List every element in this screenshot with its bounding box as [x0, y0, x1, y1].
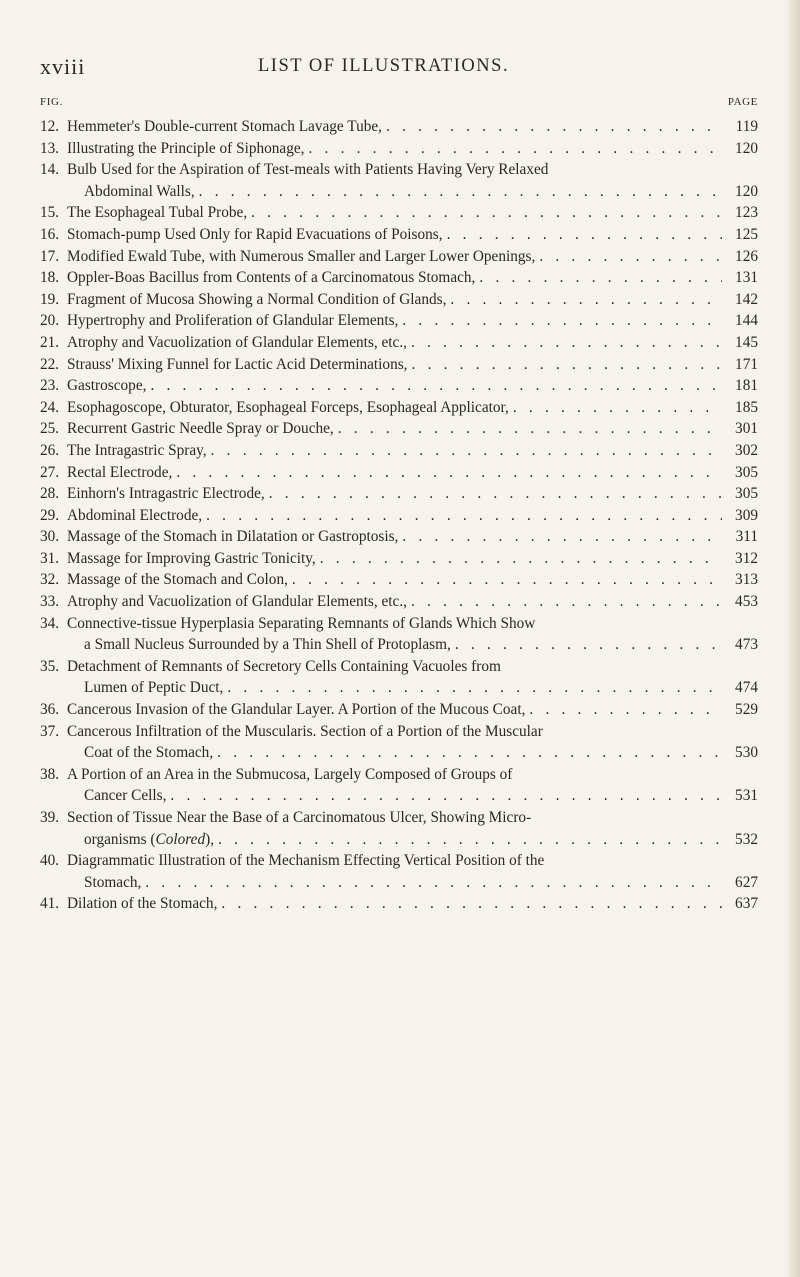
figure-number: 40.	[40, 852, 60, 870]
dot-leader	[407, 332, 722, 354]
figure-caption-line: Strauss' Mixing Funnel for Lactic Acid Determinations,	[67, 355, 408, 373]
figure-number: 22.	[40, 355, 60, 373]
figure-caption-line: Illustrating the Principle of Siphonage,	[67, 139, 305, 157]
figure-caption-line: Hemmeter's Double-current Stomach Lavage Tube,	[67, 118, 382, 135]
figure-number: 28.	[40, 485, 60, 503]
page-number: 302	[735, 441, 758, 459]
figure-caption-line: Cancerous Invasion of the Glandular Layer. A Portion of the Mucous Coat,	[67, 701, 526, 719]
page-number: 120	[735, 139, 758, 157]
figure-caption-line: Massage for Improving Gastric Tonicity,	[67, 549, 316, 567]
figure-caption-line: Atrophy and Vacuolization of Glandular Elements, etc.,	[67, 593, 407, 611]
list-item	[40, 764, 758, 807]
list-item	[40, 548, 758, 570]
list-item	[40, 462, 758, 484]
figure-caption-line: organisms (Colored),	[84, 830, 215, 848]
page-number: 532	[735, 830, 758, 848]
figure-number: 41.	[40, 895, 60, 913]
page-number: 142	[735, 290, 758, 308]
dot-leader	[398, 526, 722, 548]
dot-leader	[195, 181, 722, 203]
page-number: 126	[735, 247, 758, 265]
figure-number: 35.	[40, 657, 60, 675]
page-number: 313	[735, 571, 758, 589]
list-item	[40, 850, 758, 893]
page-number: 185	[735, 398, 758, 416]
list-item	[40, 440, 758, 462]
dot-leader	[265, 483, 722, 505]
list-item	[40, 483, 758, 505]
figure-caption-line: Connective-tissue Hyperplasia Separating Remnants of Glands Which Show	[67, 614, 536, 632]
page-column-heading: PAGE	[727, 96, 758, 108]
list-item	[40, 289, 758, 311]
illustration-list	[40, 116, 758, 915]
dot-leader	[475, 267, 722, 289]
page-number: 473	[735, 636, 758, 654]
figure-caption-line: Hypertrophy and Proliferation of Glandular Elements,	[67, 312, 399, 330]
figure-caption-line: The Esophageal Tubal Probe,	[67, 204, 248, 222]
list-item	[40, 116, 758, 138]
book-page	[40, 0, 758, 915]
figure-number: 13.	[40, 139, 60, 157]
figure-caption-line: Cancerous Infiltration of the Muscularis. Section of a Portion of the Muscular	[67, 722, 543, 740]
figure-caption-line: Recurrent Gastric Needle Spray or Douche,	[67, 420, 334, 438]
dot-leader	[223, 677, 722, 699]
running-head	[40, 0, 758, 80]
list-item	[40, 332, 758, 354]
dot-leader	[288, 569, 722, 591]
figure-caption-line: Einhorn's Intragastric Electrode,	[67, 485, 265, 503]
list-item	[40, 656, 758, 699]
list-item	[40, 613, 758, 656]
dot-leader	[247, 202, 722, 224]
page-number: 311	[735, 528, 758, 546]
page-number: 171	[735, 355, 758, 373]
figure-number: 16.	[40, 225, 60, 243]
dot-leader	[202, 505, 722, 527]
page-folio: xviii	[40, 54, 86, 79]
fig-column-heading: FIG.	[40, 96, 63, 108]
figure-number: 36.	[40, 701, 60, 719]
figure-caption-line: Massage of the Stomach and Colon,	[67, 571, 288, 589]
page-number: 305	[735, 463, 758, 481]
page-number: 531	[735, 787, 758, 805]
figure-number: 38.	[40, 765, 60, 783]
page-number: 119	[735, 118, 758, 135]
figure-number: 33.	[40, 593, 60, 611]
page-edge-shadow	[786, 0, 800, 1277]
page-number: 312	[735, 549, 758, 567]
list-item	[40, 893, 758, 915]
figure-number: 23.	[40, 377, 60, 395]
dot-leader	[334, 418, 722, 440]
figure-number: 27.	[40, 463, 60, 481]
list-item	[40, 267, 758, 289]
page-number: 301	[735, 420, 758, 438]
dot-leader	[217, 893, 722, 915]
figure-caption-line: Abdominal Walls,	[84, 182, 195, 200]
dot-leader	[316, 548, 722, 570]
list-item	[40, 310, 758, 332]
page-number: 637	[735, 895, 758, 913]
list-item	[40, 375, 758, 397]
figure-caption-line: Diagrammatic Illustration of the Mechanism Effecting Vertical Position of the	[67, 852, 545, 870]
dot-leader	[446, 289, 722, 311]
dot-leader	[172, 462, 722, 484]
figure-caption-line: Stomach-pump Used Only for Rapid Evacuations of Poisons,	[67, 225, 443, 243]
page-number: 529	[735, 701, 758, 719]
list-item	[40, 418, 758, 440]
figure-number: 25.	[40, 420, 60, 438]
list-item	[40, 721, 758, 764]
dot-leader	[146, 375, 722, 397]
figure-number: 26.	[40, 441, 60, 459]
figure-caption-line: Gastroscope,	[67, 377, 147, 395]
list-item	[40, 202, 758, 224]
page-number: 305	[735, 485, 758, 503]
dot-leader	[213, 742, 722, 764]
page-number: 120	[735, 182, 758, 200]
figure-number: 18.	[40, 269, 60, 287]
list-item	[40, 699, 758, 721]
figure-caption-line: Atrophy and Vacuolization of Glandular Elements, etc.,	[67, 333, 407, 351]
list-item	[40, 591, 758, 613]
dot-leader	[408, 354, 722, 376]
list-item	[40, 505, 758, 527]
figure-caption-line: Fragment of Mucosa Showing a Normal Condition of Glands,	[67, 290, 447, 308]
page-number: 123	[735, 204, 758, 222]
list-item	[40, 224, 758, 246]
figure-caption-line: Lumen of Peptic Duct,	[84, 679, 224, 697]
figure-number: 24.	[40, 398, 60, 416]
figure-number: 21.	[40, 333, 60, 351]
dot-leader	[382, 116, 722, 138]
figure-caption-line: Modified Ewald Tube, with Numerous Smaller and Larger Lower Openings,	[67, 247, 536, 265]
figure-caption-line: Section of Tissue Near the Base of a Carcinomatous Ulcer, Showing Micro-	[67, 809, 532, 826]
figure-caption-line: Stomach,	[84, 873, 142, 891]
figure-caption-line: Coat of the Stomach,	[84, 744, 214, 762]
list-item	[40, 526, 758, 548]
page-number: 453	[735, 593, 758, 611]
figure-caption-line: Bulb Used for the Aspiration of Test-meals with Patients Having Very Relaxed	[67, 161, 549, 179]
dot-leader	[304, 138, 722, 160]
figure-number: 17.	[40, 247, 60, 265]
dot-leader	[525, 699, 722, 721]
dot-leader	[207, 440, 722, 462]
figure-number: 14.	[40, 161, 60, 179]
page-number: 145	[735, 333, 758, 351]
figure-caption-line: Detachment of Remnants of Secretory Cells Containing Vacuoles from	[67, 657, 501, 675]
figure-number: 32.	[40, 571, 60, 589]
dot-leader	[451, 634, 722, 656]
figure-number: 39.	[40, 809, 60, 826]
figure-caption-line: The Intragastric Spray,	[67, 441, 207, 459]
figure-caption-line: Abdominal Electrode,	[67, 506, 203, 524]
figure-caption-line: a Small Nucleus Surrounded by a Thin Shell of Protoplasm,	[84, 636, 451, 654]
figure-caption-line: Cancer Cells,	[84, 787, 167, 805]
dot-leader	[166, 785, 722, 807]
figure-caption-line: Massage of the Stomach in Dilatation or Gastroptosis,	[67, 528, 399, 546]
list-item	[40, 354, 758, 376]
figure-number: 15.	[40, 204, 60, 222]
figure-number: 20.	[40, 312, 60, 330]
page-number: 627	[735, 873, 758, 891]
dot-leader	[141, 872, 722, 894]
page-number: 474	[735, 679, 758, 697]
page-number: 144	[735, 312, 758, 330]
page-number: 125	[735, 225, 758, 243]
figure-caption-line: Oppler-Boas Bacillus from Contents of a Carcinomatous Stomach,	[67, 269, 476, 287]
dot-leader	[509, 397, 722, 419]
figure-number: 19.	[40, 290, 60, 308]
figure-caption-line: Rectal Electrode,	[67, 463, 173, 481]
figure-number: 30.	[40, 528, 60, 546]
page-number: 530	[735, 744, 758, 762]
figure-number: 31.	[40, 549, 60, 567]
figure-number: 37.	[40, 722, 60, 740]
list-item	[40, 159, 758, 202]
page-number: 309	[735, 506, 758, 524]
figure-number: 34.	[40, 614, 60, 632]
figure-caption-line: A Portion of an Area in the Submucosa, Largely Composed of Groups of	[67, 765, 513, 783]
list-item	[40, 569, 758, 591]
dot-leader	[407, 591, 722, 613]
dot-leader	[214, 829, 722, 851]
page-number: 131	[735, 269, 758, 287]
dot-leader	[398, 310, 722, 332]
figure-caption-line: Dilation of the Stomach,	[67, 895, 218, 913]
page-title: LIST OF ILLUSTRATIONS.	[258, 56, 510, 76]
list-item	[40, 807, 758, 850]
figure-number: 12.	[40, 118, 60, 135]
list-item	[40, 397, 758, 419]
list-item	[40, 138, 758, 160]
page-number: 181	[735, 377, 758, 395]
dot-leader	[535, 246, 722, 268]
figure-number: 29.	[40, 506, 60, 524]
figure-caption-line: Esophagoscope, Obturator, Esophageal Forceps, Esophageal Applicator,	[67, 398, 509, 416]
dot-leader	[443, 224, 722, 246]
list-item	[40, 246, 758, 268]
